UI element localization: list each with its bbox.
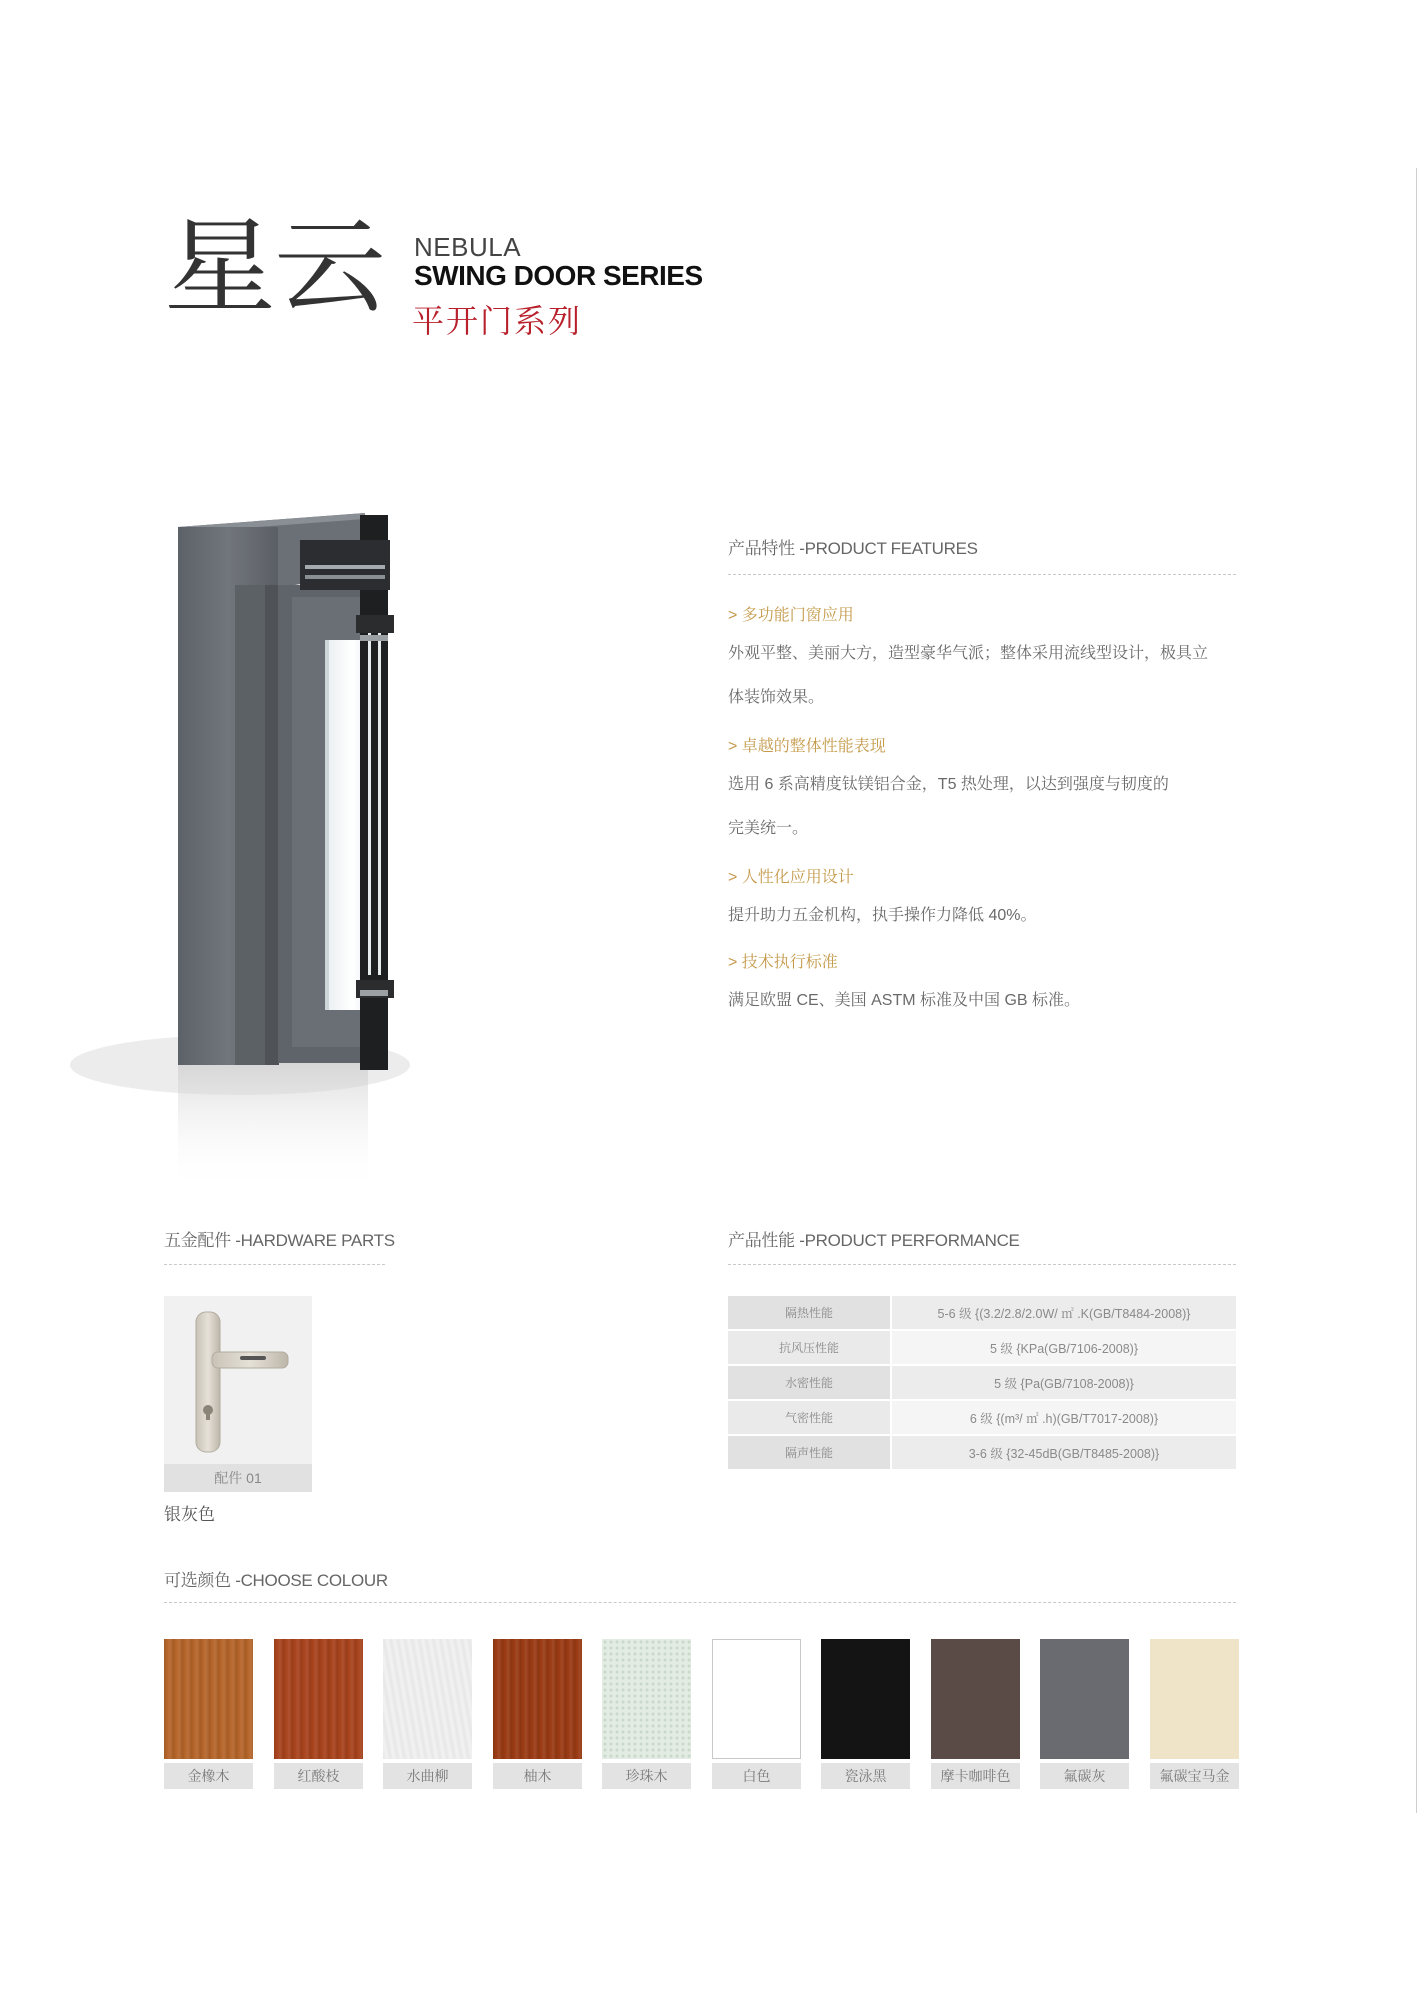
hardware-divider xyxy=(164,1264,385,1265)
hardware-item-card xyxy=(164,1296,312,1492)
colour-swatch xyxy=(274,1639,363,1759)
page-title-cn: 星云 xyxy=(164,207,384,328)
performance-key: 隔声性能 xyxy=(728,1436,890,1469)
colour-divider xyxy=(164,1602,1236,1603)
colour-swatch xyxy=(1040,1639,1129,1759)
page-edge-rule xyxy=(1416,168,1417,1813)
features-divider xyxy=(728,574,1236,575)
performance-heading: 产品性能 -PRODUCT PERFORMANCE xyxy=(728,1231,1020,1250)
colour-swatch-label: 金橡木 xyxy=(164,1763,253,1789)
hardware-heading: 五金配件 -HARDWARE PARTS xyxy=(164,1231,395,1250)
colour-swatch xyxy=(821,1639,910,1759)
colour-swatch xyxy=(1150,1639,1239,1759)
performance-key: 隔热性能 xyxy=(728,1296,890,1329)
feature-line: 体装饰效果。 xyxy=(728,689,825,706)
performance-value: 5 级 {Pa(GB/7108-2008)} xyxy=(892,1366,1236,1399)
colour-swatch-label: 瓷泳黑 xyxy=(821,1763,910,1789)
performance-key: 水密性能 xyxy=(728,1366,890,1399)
door-handle-icon xyxy=(164,1296,312,1464)
colour-swatch-label: 白色 xyxy=(712,1763,801,1789)
colour-swatch-label: 氟碳宝马金 xyxy=(1150,1763,1239,1789)
colour-swatch xyxy=(931,1639,1020,1759)
performance-value: 3-6 级 {32-45dB(GB/T8485-2008)} xyxy=(892,1436,1236,1469)
feature-line: 选用 6 系高精度钛镁铝合金，T5 热处理，以达到强度与韧度的 xyxy=(728,776,1169,793)
feature-line: 外观平整、美丽大方，造型豪华气派；整体采用流线型设计，极具立 xyxy=(728,645,1209,662)
hardware-item-colour: 银灰色 xyxy=(164,1505,215,1524)
colour-swatch-label: 摩卡咖啡色 xyxy=(931,1763,1020,1789)
colour-swatch xyxy=(164,1639,253,1759)
feature-line: 完美统一。 xyxy=(728,820,809,837)
series-subtitle-en: SWING DOOR SERIES xyxy=(414,260,703,291)
table-row xyxy=(728,1366,1236,1399)
series-subtitle-cn: 平开门系列 xyxy=(412,303,583,339)
door-profile-image xyxy=(60,505,510,1205)
hardware-item-caption: 配件 01 xyxy=(164,1464,312,1492)
colour-swatch-label: 柚木 xyxy=(493,1763,582,1789)
features-heading: 产品特性 -PRODUCT FEATURES xyxy=(728,539,978,558)
feature-line: 提升助力五金机构，执手操作力降低 40%。 xyxy=(728,907,1037,924)
performance-table xyxy=(728,1296,1236,1471)
table-row xyxy=(728,1401,1236,1434)
feature-title: > 多功能门窗应用 xyxy=(728,607,854,624)
series-name-en: NEBULA xyxy=(414,232,522,262)
colour-heading: 可选颜色 -CHOOSE COLOUR xyxy=(164,1571,388,1590)
feature-description xyxy=(728,763,1248,851)
performance-value: 5-6 级 {(3.2/2.8/2.0W/ ㎡ .K(GB/T8484-2008)} xyxy=(892,1296,1236,1329)
table-row xyxy=(728,1331,1236,1364)
feature-description xyxy=(728,979,1248,1023)
performance-value: 6 级 {(m³/ ㎡ .h)(GB/T7017-2008)} xyxy=(892,1401,1236,1434)
colour-swatch-label: 珍珠木 xyxy=(602,1763,691,1789)
colour-swatch-label: 水曲柳 xyxy=(383,1763,472,1789)
performance-key: 气密性能 xyxy=(728,1401,890,1434)
performance-key: 抗风压性能 xyxy=(728,1331,890,1364)
table-row xyxy=(728,1436,1236,1469)
colour-swatch xyxy=(493,1639,582,1759)
table-row xyxy=(728,1296,1236,1329)
feature-description xyxy=(728,632,1248,720)
performance-divider xyxy=(728,1264,1236,1265)
colour-swatch xyxy=(712,1639,801,1759)
colour-swatch xyxy=(602,1639,691,1759)
feature-description xyxy=(728,894,1248,938)
colour-swatch-label: 红酸枝 xyxy=(274,1763,363,1789)
feature-title: > 技术执行标准 xyxy=(728,954,838,971)
feature-title: > 卓越的整体性能表现 xyxy=(728,738,886,755)
colour-swatch xyxy=(383,1639,472,1759)
feature-title: > 人性化应用设计 xyxy=(728,869,854,886)
feature-line: 满足欧盟 CE、美国 ASTM 标准及中国 GB 标准。 xyxy=(728,992,1081,1009)
colour-swatch-label: 氟碳灰 xyxy=(1040,1763,1129,1789)
performance-value: 5 级 {KPa(GB/7106-2008)} xyxy=(892,1331,1236,1364)
